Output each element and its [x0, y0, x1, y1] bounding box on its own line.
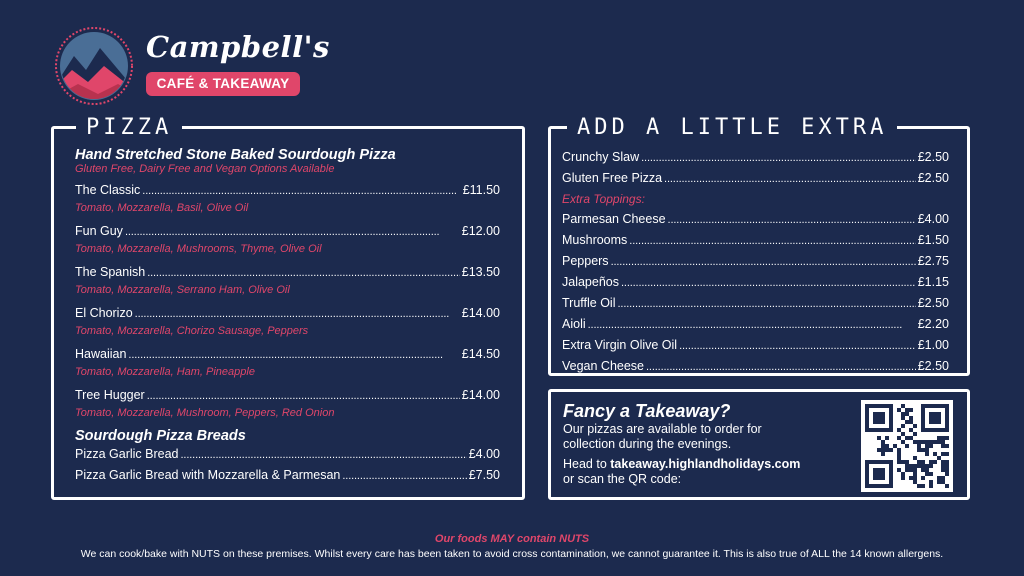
item-description: Tomato, Mozzarella, Mushrooms, Thyme, Olive Oil: [75, 243, 322, 255]
bread-item: [75, 465, 500, 486]
takeaway-line: collection during the evenings.: [563, 437, 732, 451]
bread-item: [75, 444, 500, 465]
topping-item: [562, 230, 949, 251]
menu-item: [75, 262, 500, 297]
takeaway-line: or scan the QR code:: [563, 472, 682, 486]
pizza-menu: [75, 147, 500, 486]
item-name: El Chorizo: [75, 306, 133, 320]
item-price: £1.00: [917, 338, 949, 352]
pizza-panel-title: PIZZA: [76, 114, 182, 142]
pizza-heading: Hand Stretched Stone Baked Sourdough Pizza: [75, 147, 396, 163]
item-price: £4.00: [917, 212, 949, 226]
item-name: Pizza Garlic Bread with Mozzarella & Parmesan: [75, 468, 341, 482]
item-price: £12.00: [461, 224, 500, 238]
topping-item: [562, 272, 949, 293]
item-name: Crunchy Slaw: [562, 150, 640, 164]
pizza-options-note: Gluten Free, Dairy Free and Vegan Options Available: [75, 163, 335, 175]
item-name: Jalapeños: [562, 275, 619, 289]
takeaway-url-line: [563, 457, 843, 472]
extras-menu: [562, 147, 949, 377]
breads-heading: Sourdough Pizza Breads: [75, 428, 246, 444]
item-price: £2.20: [917, 317, 949, 331]
item-name: Truffle Oil: [562, 296, 616, 310]
allergy-title: Our foods MAY contain NUTS: [434, 533, 590, 545]
brand-name: Campbell's: [146, 30, 330, 64]
allergy-text: We can cook/bake with NUTS on these premises. Whilst every care has been taken to avoid cross contamination, we cannot guarantee it. This is also true of ALL the 14 known allergens.: [80, 548, 944, 560]
topping-item: [562, 356, 949, 377]
item-price: £1.15: [917, 275, 949, 289]
item-price: £1.50: [917, 233, 949, 247]
item-description: Tomato, Mozzarella, Mushroom, Peppers, Red Onion: [75, 407, 335, 419]
item-price: £2.75: [917, 254, 949, 268]
menu-item: [75, 221, 500, 256]
topping-item: [562, 335, 949, 356]
item-name: Peppers: [562, 254, 609, 268]
item-price: £2.50: [917, 359, 949, 373]
item-price: £4.00: [468, 447, 500, 461]
item-description: Tomato, Mozzarella, Basil, Olive Oil: [75, 202, 249, 214]
item-description: Tomato, Mozzarella, Serrano Ham, Olive Oil: [75, 284, 290, 296]
item-price: £2.50: [917, 171, 949, 185]
menu-item: [75, 344, 500, 379]
item-description: Tomato, Mozzarella, Chorizo Sausage, Peppers: [75, 325, 309, 337]
extras-panel: [548, 115, 970, 376]
item-description: Tomato, Mozzarella, Ham, Pineapple: [75, 366, 255, 378]
extras-panel-title: ADD A LITTLE EXTRA: [567, 114, 897, 142]
menu-item: [75, 180, 500, 215]
item-name: Mushrooms: [562, 233, 628, 247]
item-name: Parmesan Cheese: [562, 212, 666, 226]
item-price: £2.50: [917, 150, 949, 164]
extra-item: [562, 168, 949, 189]
topping-item: [562, 293, 949, 314]
toppings-label: Extra Toppings:: [562, 192, 645, 206]
item-name: Extra Virgin Olive Oil: [562, 338, 678, 352]
item-name: Gluten Free Pizza: [562, 171, 663, 185]
takeaway-url-prefix: Head to: [563, 457, 611, 471]
item-name: Vegan Cheese: [562, 359, 645, 373]
takeaway-panel: [548, 389, 970, 500]
menu-item: [75, 303, 500, 338]
item-price: £14.00: [461, 306, 500, 320]
menu-item: [75, 385, 500, 420]
extra-item: [562, 147, 949, 168]
qr-code-icon[interactable]: [861, 400, 953, 492]
takeaway-url-link[interactable]: takeaway.highlandholidays.com: [610, 457, 801, 471]
takeaway-title: Fancy a Takeaway?: [563, 401, 731, 421]
item-name: Tree Hugger: [75, 388, 145, 402]
brand-tagline: CAFÉ & TAKEAWAY: [146, 72, 300, 96]
item-name: The Spanish: [75, 265, 146, 279]
item-price: £2.50: [917, 296, 949, 310]
item-price: £11.50: [462, 183, 500, 197]
item-price: £7.50: [468, 468, 500, 482]
item-name: Fun Guy: [75, 224, 123, 238]
item-name: Hawaiian: [75, 347, 127, 361]
item-name: Pizza Garlic Bread: [75, 447, 179, 461]
mountain-logo-icon: [54, 26, 134, 106]
item-price: £13.50: [461, 265, 500, 279]
pizza-panel: [51, 115, 525, 500]
topping-item: [562, 209, 949, 230]
takeaway-line: Our pizzas are available to order for: [563, 422, 762, 436]
takeaway-info: [563, 401, 843, 487]
topping-item: [562, 251, 949, 272]
item-price: £14.50: [461, 347, 500, 361]
item-name: The Classic: [75, 183, 141, 197]
item-name: Aioli: [562, 317, 586, 331]
item-price: £14.00: [461, 388, 500, 402]
topping-item: [562, 314, 949, 335]
